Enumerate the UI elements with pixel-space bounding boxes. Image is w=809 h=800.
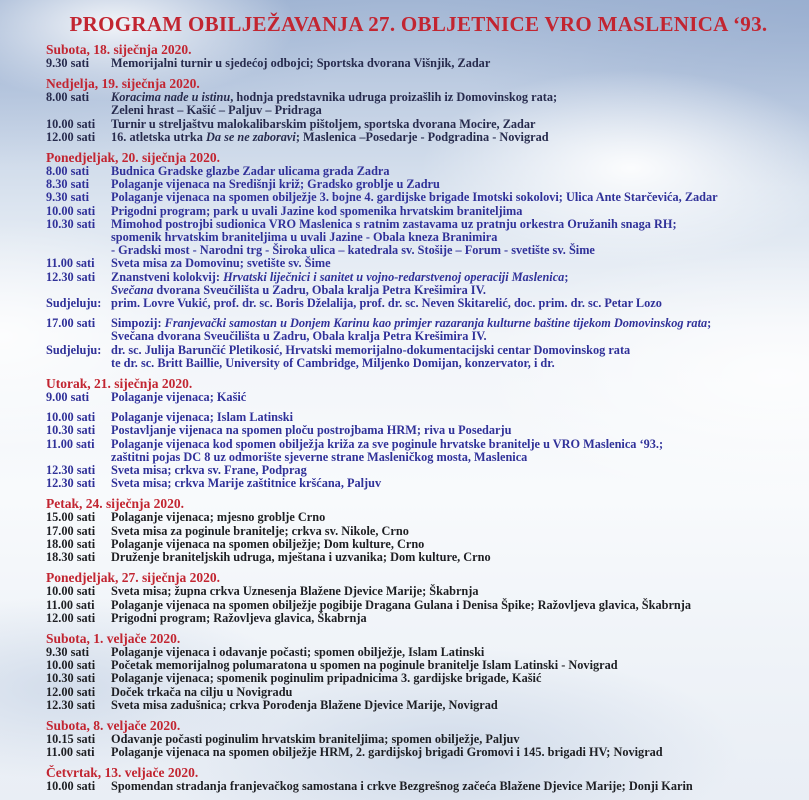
event-time: 10.00 sati [46,779,96,794]
event-text-part: Polaganje vijenaca na spomen obilježje HRM, 2. gardijskoj brigadi Gromovi i 145. brigadi HV; Novigrad [111,745,663,760]
schedule-section [46,496,791,564]
schedule-section [46,570,791,625]
event-time: 17.00 sati [46,523,96,538]
event-text-part: 16. atletska utrka [111,129,206,144]
event-line [111,131,791,144]
event-line [111,746,791,759]
event-text-italic: Svečana [111,282,154,297]
event-text [111,317,791,343]
event-text-part: dvorana Sveučilišta u Zadru, Obala kralja Petra Krešimira IV. [153,282,486,297]
event-text-part: zaštitni pojas DC 8 uz odmorište sjeverne strane Masleničkog mosta, Maslenica [111,449,528,464]
event-time: 11.00 sati [46,256,95,271]
event-text [111,612,791,625]
event-time: Sudjeluju: [46,296,102,311]
event-text-part: , hodnja predstavnika udruga proizašlih iz Domovinskog rata; [230,90,558,105]
event-time: 12.00 sati [46,684,96,699]
section-date: Subota, 8. veljače 2020. [46,717,181,733]
event-text-italic: Koracima nade u istinu [111,90,231,105]
event-text-part: Prigodni program; park u uvali Jazine kod spomenika hrvatskim braniteljima [111,203,523,218]
event-text-part: Polaganje vijenaca na spomen obilježje pogibije Dragana Gulana i Denisa Špike; Ražovljeva glavica, Škabrnja [111,597,692,612]
event-row [46,57,791,70]
event-text [111,699,791,712]
event-row [46,297,791,310]
event-time: 10.15 sati [46,731,96,746]
event-time: 15.00 sati [46,510,96,525]
event-text-part: Budnica Gradske glazbe Zadar ulicama grada Zadra [111,164,390,179]
section-date: Subota, 1. veljače 2020. [46,630,181,646]
event-line [111,391,791,404]
section-date: Nedjelja, 19. siječnja 2020. [46,76,200,92]
event-text-italic: Hrvatski liječnici i sanitet u vojno-redarstvenoj operaciji Maslenica [223,269,565,284]
event-text-part: Svečana dvorana Sveučilišta u Zadru, Obala kralja Petra Krešimira IV. [111,329,487,344]
event-row [46,699,791,712]
event-text [111,477,791,490]
event-line [111,477,791,490]
event-text-part: Odavanje počasti poginulim hrvatskim braniteljima; spomen obilježje, Paljuv [111,731,520,746]
event-time: 10.00 sati [46,584,96,599]
page-title: PROGRAM OBILJEŽAVANJA 27. OBLJETNICE VRO MASLENICA ‘93. [69,12,768,36]
event-time: 12.30 sati [46,269,96,284]
schedule-section [46,718,791,759]
event-row [46,477,791,490]
schedule-section [46,631,791,712]
event-text-part: Zeleni hrast – Kašić – Paljuv – Pridraga [111,103,322,118]
event-text [111,218,791,258]
event-row [46,344,791,370]
event-text-part: Polaganje vijenaca; spomenik poginulim pripadnicima 3. gardijske brigade, Kašić [111,671,542,686]
event-text-part: ; Maslenica –Posedarje - Podgradina - Novigrad [295,129,549,144]
event-text-part: Spomendan stradanja franjevačkog samostana i crkve Bezgrešnog začeća Blažene Djevice Marije; Donji Karin [111,779,693,794]
event-line [111,699,791,712]
schedule [46,42,791,794]
event-row [46,131,791,144]
event-text-part: Sveta misa za poginule branitelje; crkva sv. Nikole, Crno [111,523,409,538]
event-text [111,551,791,564]
event-time: 8.30 sati [46,177,90,192]
event-time: 12.30 sati [46,476,96,491]
event-text-part: ; [707,316,712,331]
event-text-italic: Da se ne zaboravi [205,129,296,144]
event-text-part: Memorijalni turnir u sjedećoj odbojci; Sportska dvorana Višnjik, Zadar [111,56,491,70]
event-text-part: Polaganje vijenaca kod spomen obilježja križa za sve poginule hrvatske branitelje u VRO Maslenica ‘93.; [111,436,664,451]
event-text-part: Polaganje vijenaca na spomen obilježje; Dom kulture, Crno [111,536,425,551]
event-text-part: prim. Lovre Vukić, prof. dr. sc. Boris Dželalija, prof. dr. sc. Neven Skitarelić, doc. prim. dr. sc. Petar Lozo [111,296,662,311]
schedule-section [46,376,791,490]
event-line [111,780,791,793]
event-text-part: Doček trkača na cilju u Novigradu [111,684,293,699]
event-time: 9.30 sati [46,190,90,205]
event-text [111,57,791,70]
schedule-section [46,150,791,370]
event-time: 12.00 sati [46,129,96,144]
event-text-part: - Gradski most - Narodni trg - Široka ulica – katedrala sv. Stošije – Forum - svetište sv. Šime [111,243,595,258]
event-text-part: spomenik hrvatskim braniteljima u uvali Jazine - Obala kneza Branimira [111,230,498,245]
event-time: 17.00 sati [46,316,96,331]
section-date: Ponedjeljak, 27. siječnja 2020. [46,570,220,586]
event-text-part: Sveta misa; crkva sv. Frane, Podprag [111,463,307,478]
event-text-part: Polaganje vijenaca; mjesno groblje Crno [111,510,326,525]
event-text-part: Sveta misa; župna crkva Uznesenja Blažene Djevice Marije; Škabrnja [111,584,479,599]
section-date: Ponedjeljak, 20. siječnja 2020. [46,150,220,166]
section-date: Četvrtak, 13. veljače 2020. [46,765,199,781]
event-text-part: Polaganje vijenaca i odavanje počasti; spomen obilježje, Islam Latinski [111,644,485,659]
event-row [46,612,791,625]
schedule-section [46,76,791,144]
event-time: 10.00 sati [46,658,96,673]
event-text [111,344,791,370]
event-time: 18.00 sati [46,536,96,551]
event-text-italic: Franjevački samostan u Donjem Karinu kao primjer razaranja kulturne baštine tijekom Domovinskog rata [164,316,708,331]
section-date: Utorak, 21. siječnja 2020. [46,376,193,392]
event-row [46,438,791,464]
section-date: Subota, 18. siječnja 2020. [46,42,192,57]
event-row [46,91,791,117]
section-date: Petak, 24. siječnja 2020. [46,496,184,512]
event-row [46,551,791,564]
event-time: 10.00 sati [46,116,96,131]
event-text [111,131,791,144]
event-time: 9.00 sati [46,390,90,405]
event-text-part: Sveta misa zadušnica; crkva Porođenja Blažene Djevice Marije, Novigrad [111,697,498,712]
event-text-part: Druženje braniteljskih udruga, mještana i uzvanika; Dom kulture, Crno [111,550,491,565]
event-text [111,780,791,793]
event-line [111,357,791,370]
event-time: 12.00 sati [46,610,96,625]
event-time: 9.30 sati [46,644,90,659]
event-text-part: Postavljanje vijenaca na spomen ploču postrojbama HRM; riva u Posedarju [111,423,512,438]
event-text-part: Simpozij: [111,316,165,331]
event-text-part: dr. sc. Julija Barunčić Pletikosić, Hrvatski memorijalno-dokumentacijski centar Domovinskog rata [111,342,631,357]
event-text-part: Sveta misa; crkva Marije zaštitnice kršćana, Paljuv [111,476,382,491]
event-line [111,57,791,70]
event-time: 18.30 sati [46,550,96,565]
event-time: 8.00 sati [46,90,90,105]
event-row [46,271,791,297]
event-time: 12.30 sati [46,463,96,478]
event-time: 9.30 sati [46,56,90,70]
event-text-part: Polaganje vijenaca; Islam Latinski [111,410,294,425]
event-text-part: Polaganje vijenaca; Kašić [111,390,247,405]
schedule-section [46,765,791,793]
event-text [111,391,791,404]
event-time: 11.00 sati [46,745,95,760]
event-time: 12.30 sati [46,697,96,712]
event-text-part: ; [564,269,569,284]
event-text-part: Sveta misa za Domovinu; svetište sv. Šime [111,256,331,271]
event-time: Sudjeluju: [46,342,102,357]
event-row [46,391,791,404]
event-time: 8.00 sati [46,164,90,179]
event-text-part: Početak memorijalnog polumaratona u spomen na poginule branitelje Islam Latinski - Novigrad [111,658,618,673]
event-text [111,91,791,117]
event-text-part: Mimohod postrojbi sudionica VRO Maslenica s ratnim zastavama uz pratnju orkestra Oružanih snaga RH; [111,216,677,231]
event-text-part: Polaganje vijenaca na spomen obilježje 3. bojne 4. gardijske brigade Imotski sokolovi; Ulica Ante Starčevića, Zadar [111,190,718,205]
event-text-part: Znanstveni kolokvij: [111,269,224,284]
event-row [46,780,791,793]
event-row [46,218,791,258]
event-time: 10.30 sati [46,216,96,231]
event-line [111,612,791,625]
event-time: 11.00 sati [46,597,95,612]
schedule-section [46,42,791,70]
event-text [111,271,791,297]
event-text [111,297,791,310]
event-line [111,551,791,564]
event-time: 10.30 sati [46,671,96,686]
event-text-part: Polaganje vijenaca na Središnji križ; Gradsko groblje u Zadru [111,177,440,192]
event-text [111,746,791,759]
event-row [46,746,791,759]
event-time: 11.00 sati [46,436,95,451]
event-time: 10.30 sati [46,423,96,438]
event-text [111,438,791,464]
event-line [111,297,791,310]
event-text-part: Turnir u streljaštvu malokalibarskim pištoljem, sportska dvorana Mocire, Zadar [111,116,536,131]
event-text-part: te dr. sc. Britt Baillie, University of Cambridge, Miljenko Domijan, konzervator, i dr. [111,355,555,370]
event-time: 10.00 sati [46,410,96,425]
event-row [46,317,791,343]
event-text-part: Prigodni program; Ražovljeva glavica, Škabrnja [111,610,367,625]
event-time: 10.00 sati [46,203,96,218]
